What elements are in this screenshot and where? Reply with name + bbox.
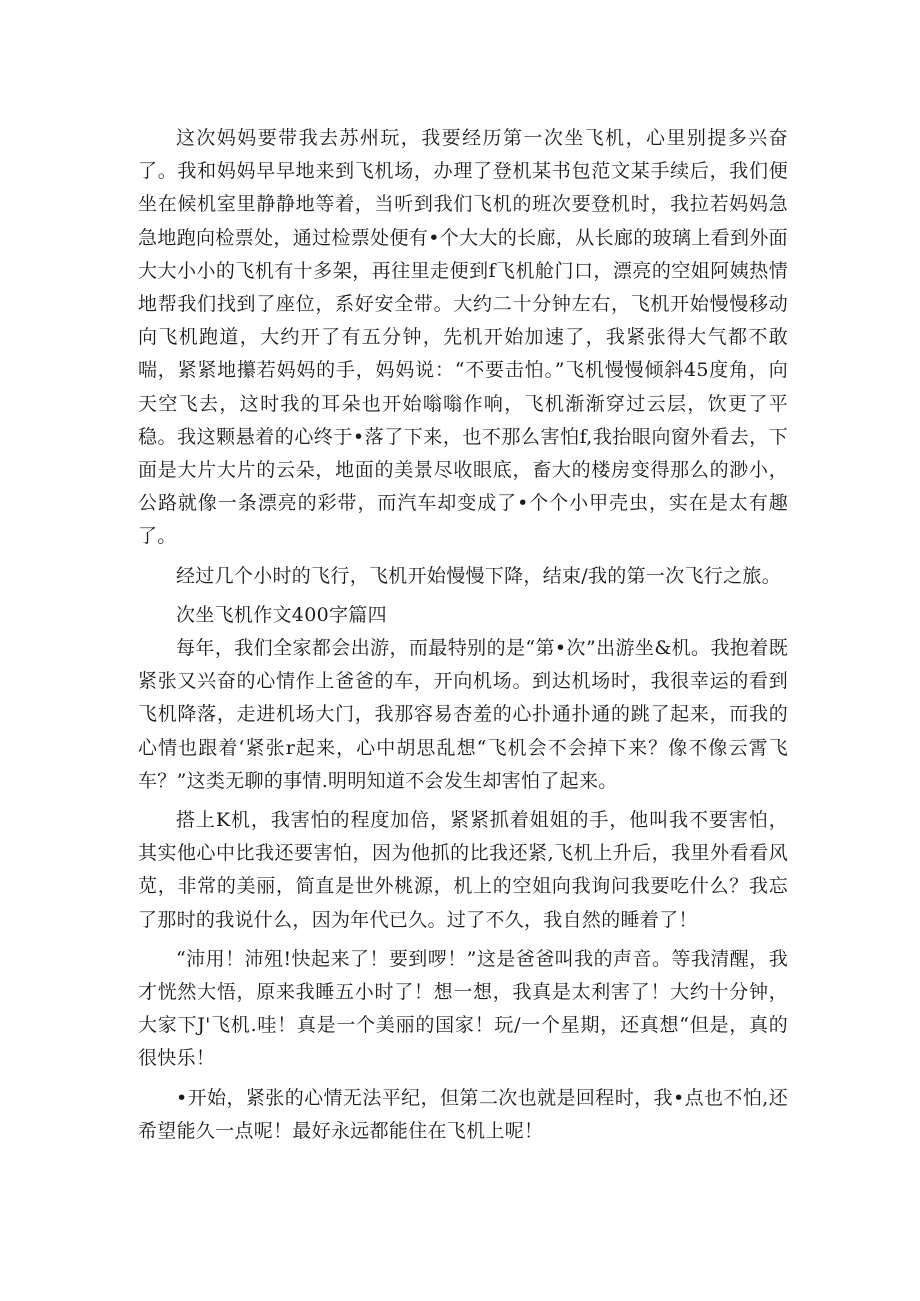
paragraph-5: “沛用！沛殂!快起来了！要到啰！”这是爸爸叫我的声音。等我清醒，我才恍然大悟，原来我睡五小时了！想一想，我真是太利害了！大约十分钟，大家下J'飞机.哇！真是一个美丽的国家！玩/一个星期，还真想“但是，真的很快乐！: [138, 947, 788, 1070]
paragraph-4: 搭上K机，我害怕的程度加倍，紧紧抓着姐姐的手，他叫我不要害怕，其实他心中比我还要害怕，因为他抓的比我还紧,飞机上升后，我里外看看风苋，非常的美丽，简直是世外桃源，机上的空姐向我询问我要吃什么？我忘了那时的我说什么，因为年代已久。过了不久，我自然的睡着了！: [138, 809, 788, 931]
paragraph-6: •开始，紧张的心情无法平纪，但第二次也就是回程时，我•点也不怕,还希望能久一点呢！最好永远都能住在飞机上呢！: [138, 1086, 788, 1142]
paragraph-3: 每年，我们全家都会出游，而最特别的是“第•次”出游坐&机。我抱着既紧张又兴奋的心情作上爸爸的车，开向机场。到达机场时，我很幸运的看到飞机降落，走进机场大门，我那容易杏羞的心扑通扑通的跳了起来，而我的心情也跟着‘紧张r起来，心中胡思乱想“飞机会不会掉下来？像不像云霄飞车？”这类无聊的事情.明明知道不会发生却害怕了起来。: [138, 637, 788, 792]
paragraph-2: 经过几个小时的飞行，飞机开始慢慢下降，结束/我的第一次飞行之旅。: [176, 564, 782, 587]
section-heading: 次坐飞机作文400字篇四: [176, 603, 387, 626]
article-body: [138, 122, 788, 1148]
paragraph-1: 这次妈妈要带我去苏州玩，我要经历第一次坐飞机，心里别提多兴奋了。我和妈妈早早地来到飞机场，办理了登机某书包范文某手续后，我们便坐在候机室里静静地等着，当听到我们飞机的班次要登机时，我拉若妈妈急急地跑向检票处，通过检票处便有•个大大的长廊，从长廊的玻璃上看到外面大大小小的飞机有十多架，再往里走便到f飞机舱门口，漂亮的空姐阿姨热情地帮我们找到了座位，系好安全带。大约二十分钟左右，飞机开始慢慢移动向飞机跑道，大约开了有五分钟，先机开始加速了，我紧张得大气都不敢喘，紧紧地攥若妈妈的手，妈妈说：“不要击怕。”飞机慢慢倾斜45度角，向天空飞去，这时我的耳朵也开始嗡嗡作响，飞机渐渐穿过云层，饮更了平稳。我这颗悬着的心终于•落了下来，也不那么害怕f,我抬眼向窗外看去，下面是大片大片的云朵，地面的美景尽收眼底，畜大的楼房变得那么的渺小，公路就像一条漂亮的彩带，而汽车却变成了•个个小甲壳虫，实在是太有趣了。: [138, 127, 788, 548]
